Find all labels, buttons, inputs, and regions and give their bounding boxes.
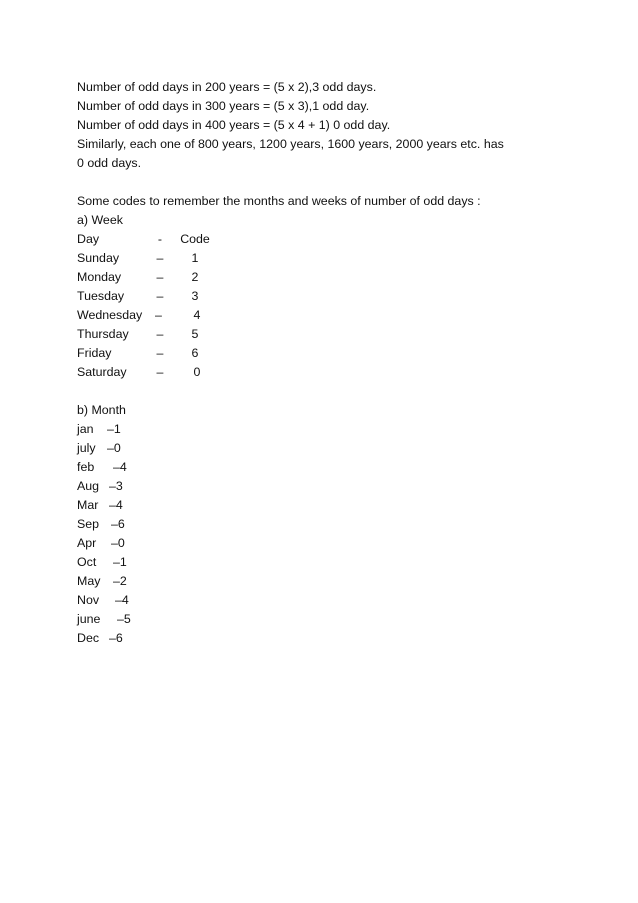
month-name: jan: [77, 422, 94, 436]
week-day: Wednesday: [77, 308, 143, 322]
week-day: Sunday: [77, 251, 120, 265]
month-code: –0: [111, 536, 125, 550]
week-sep: –: [155, 308, 162, 322]
month-row: [77, 420, 577, 439]
week-header-row: [77, 230, 577, 249]
week-header-code: Code: [180, 232, 210, 246]
week-day: Saturday: [77, 365, 127, 379]
month-code: –5: [117, 612, 131, 626]
week-day: Tuesday: [77, 289, 125, 303]
intro-line: Number of odd days in 300 years = (5 x 3),1 odd day.: [77, 99, 370, 113]
spacer: [77, 382, 577, 401]
month-name: june: [77, 612, 101, 626]
month-name: May: [77, 574, 101, 588]
week-sep: –: [156, 289, 164, 303]
week-row: [77, 344, 577, 363]
week-code: 3: [191, 289, 199, 303]
month-code: –4: [113, 460, 127, 474]
week-sep: –: [156, 251, 164, 265]
month-name: Aug: [77, 479, 100, 493]
week-header-sep: -: [157, 232, 163, 246]
intro-line: Number of odd days in 400 years = (5 x 4 + 1) 0 odd day.: [77, 118, 391, 132]
month-row: [77, 477, 577, 496]
month-row: [77, 553, 577, 572]
month-row: [77, 629, 577, 648]
month-code: –4: [115, 593, 129, 607]
intro-line: 0 odd days.: [77, 156, 142, 170]
month-name: Mar: [77, 498, 99, 512]
week-sep: –: [156, 270, 164, 284]
month-name: Nov: [77, 593, 100, 607]
month-code: –3: [109, 479, 123, 493]
week-code: 1: [191, 251, 199, 265]
week-code: 0: [193, 365, 201, 379]
week-code: 5: [191, 327, 199, 341]
page-content: [77, 78, 577, 648]
week-row: [77, 249, 577, 268]
month-code: –1: [107, 422, 121, 436]
codes-heading: Some codes to remember the months and weeks of number of odd days :: [77, 194, 481, 208]
month-code: –6: [109, 631, 123, 645]
spacer: [77, 173, 577, 192]
month-code: –2: [113, 574, 127, 588]
month-code: –1: [113, 555, 127, 569]
month-row: [77, 496, 577, 515]
intro-line: Number of odd days in 200 years = (5 x 2),3 odd days.: [77, 80, 377, 94]
month-row: [77, 610, 577, 629]
week-sep: –: [156, 327, 164, 341]
intro-line: Similarly, each one of 800 years, 1200 years, 1600 years, 2000 years etc. has: [77, 137, 504, 151]
month-name: Dec: [77, 631, 100, 645]
month-name: Oct: [77, 555, 97, 569]
month-heading: b) Month: [77, 403, 126, 417]
week-code: 6: [191, 346, 199, 360]
month-row: [77, 572, 577, 591]
month-name: july: [77, 441, 96, 455]
month-row: [77, 458, 577, 477]
month-code: –4: [109, 498, 123, 512]
month-name: feb: [77, 460, 95, 474]
month-code: –0: [107, 441, 121, 455]
week-heading: a) Week: [77, 213, 123, 227]
week-row: [77, 268, 577, 287]
week-code: 2: [191, 270, 199, 284]
week-day: Monday: [77, 270, 122, 284]
week-row: [77, 363, 577, 382]
week-code: 4: [193, 308, 201, 322]
month-row: [77, 534, 577, 553]
month-code: –6: [111, 517, 125, 531]
week-header-day: Day: [77, 232, 100, 246]
week-row: [77, 287, 577, 306]
week-day: Friday: [77, 346, 112, 360]
week-day: Thursday: [77, 327, 129, 341]
week-sep: –: [156, 346, 164, 360]
month-row: [77, 515, 577, 534]
week-row: [77, 306, 577, 325]
month-name: Sep: [77, 517, 100, 531]
week-sep: –: [156, 365, 164, 379]
month-row: [77, 439, 577, 458]
week-row: [77, 325, 577, 344]
month-row: [77, 591, 577, 610]
month-name: Apr: [77, 536, 97, 550]
